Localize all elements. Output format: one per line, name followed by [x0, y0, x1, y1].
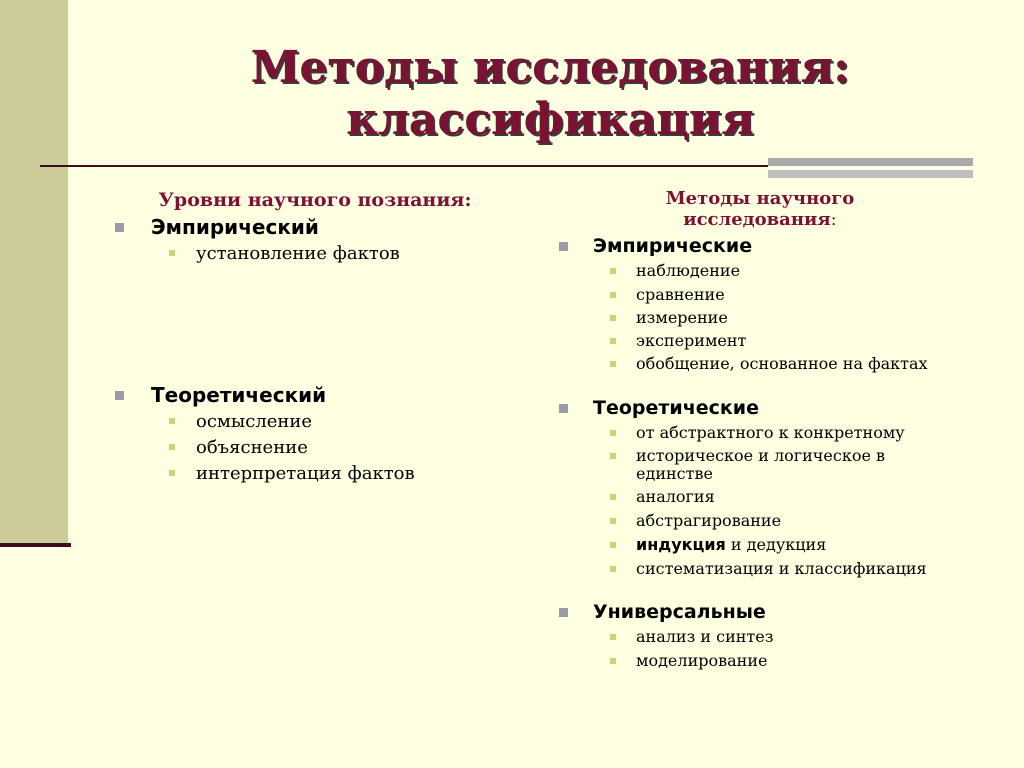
title-line-1: Методы исследования:	[250, 42, 850, 93]
left-column-heading: Уровни научного познания:	[158, 189, 472, 211]
list-item: осмысление	[196, 411, 313, 432]
list-item: от абстрактного к конкретному	[636, 424, 966, 442]
list-item: обобщение, основанное на фактах	[636, 355, 966, 373]
title-line-2: классификация	[346, 94, 754, 145]
slide-title	[130, 42, 970, 146]
list-item: эксперимент	[636, 332, 966, 350]
list-item	[636, 536, 966, 554]
title-accent-bars	[768, 158, 973, 178]
list-item: установление фактов	[196, 243, 400, 264]
group-theoretical-methods: Теоретические	[593, 397, 759, 419]
list-item: анализ и синтез	[636, 628, 966, 646]
list-item: измерение	[636, 309, 966, 327]
left-decor-line	[0, 543, 71, 547]
group-theoretical-level: Теоретический	[151, 383, 327, 407]
right-heading-line-2: исследования	[683, 209, 831, 230]
list-item: систематизация и классификация	[636, 560, 966, 578]
list-item: абстрагирование	[636, 512, 966, 530]
item-bold-part: индукция	[636, 535, 726, 554]
group-universal-methods: Универсальные	[593, 601, 766, 623]
list-item: аналогия	[636, 488, 966, 506]
right-heading-line-1: Методы научного	[665, 188, 855, 209]
group-empirical-level: Эмпирический	[151, 215, 319, 239]
list-item: наблюдение	[636, 262, 966, 280]
right-column-heading	[560, 188, 960, 230]
item-regular-part: и дедукция	[730, 535, 827, 554]
list-item: объяснение	[196, 437, 308, 458]
list-item: моделирование	[636, 652, 966, 670]
list-item: сравнение	[636, 286, 966, 304]
list-item: интерпретация фактов	[196, 463, 415, 484]
group-empirical-methods: Эмпирические	[593, 235, 753, 257]
right-heading-colon: :	[830, 209, 837, 230]
left-decor-band	[0, 0, 68, 545]
list-item: историческое и логическое в единстве	[636, 447, 966, 483]
